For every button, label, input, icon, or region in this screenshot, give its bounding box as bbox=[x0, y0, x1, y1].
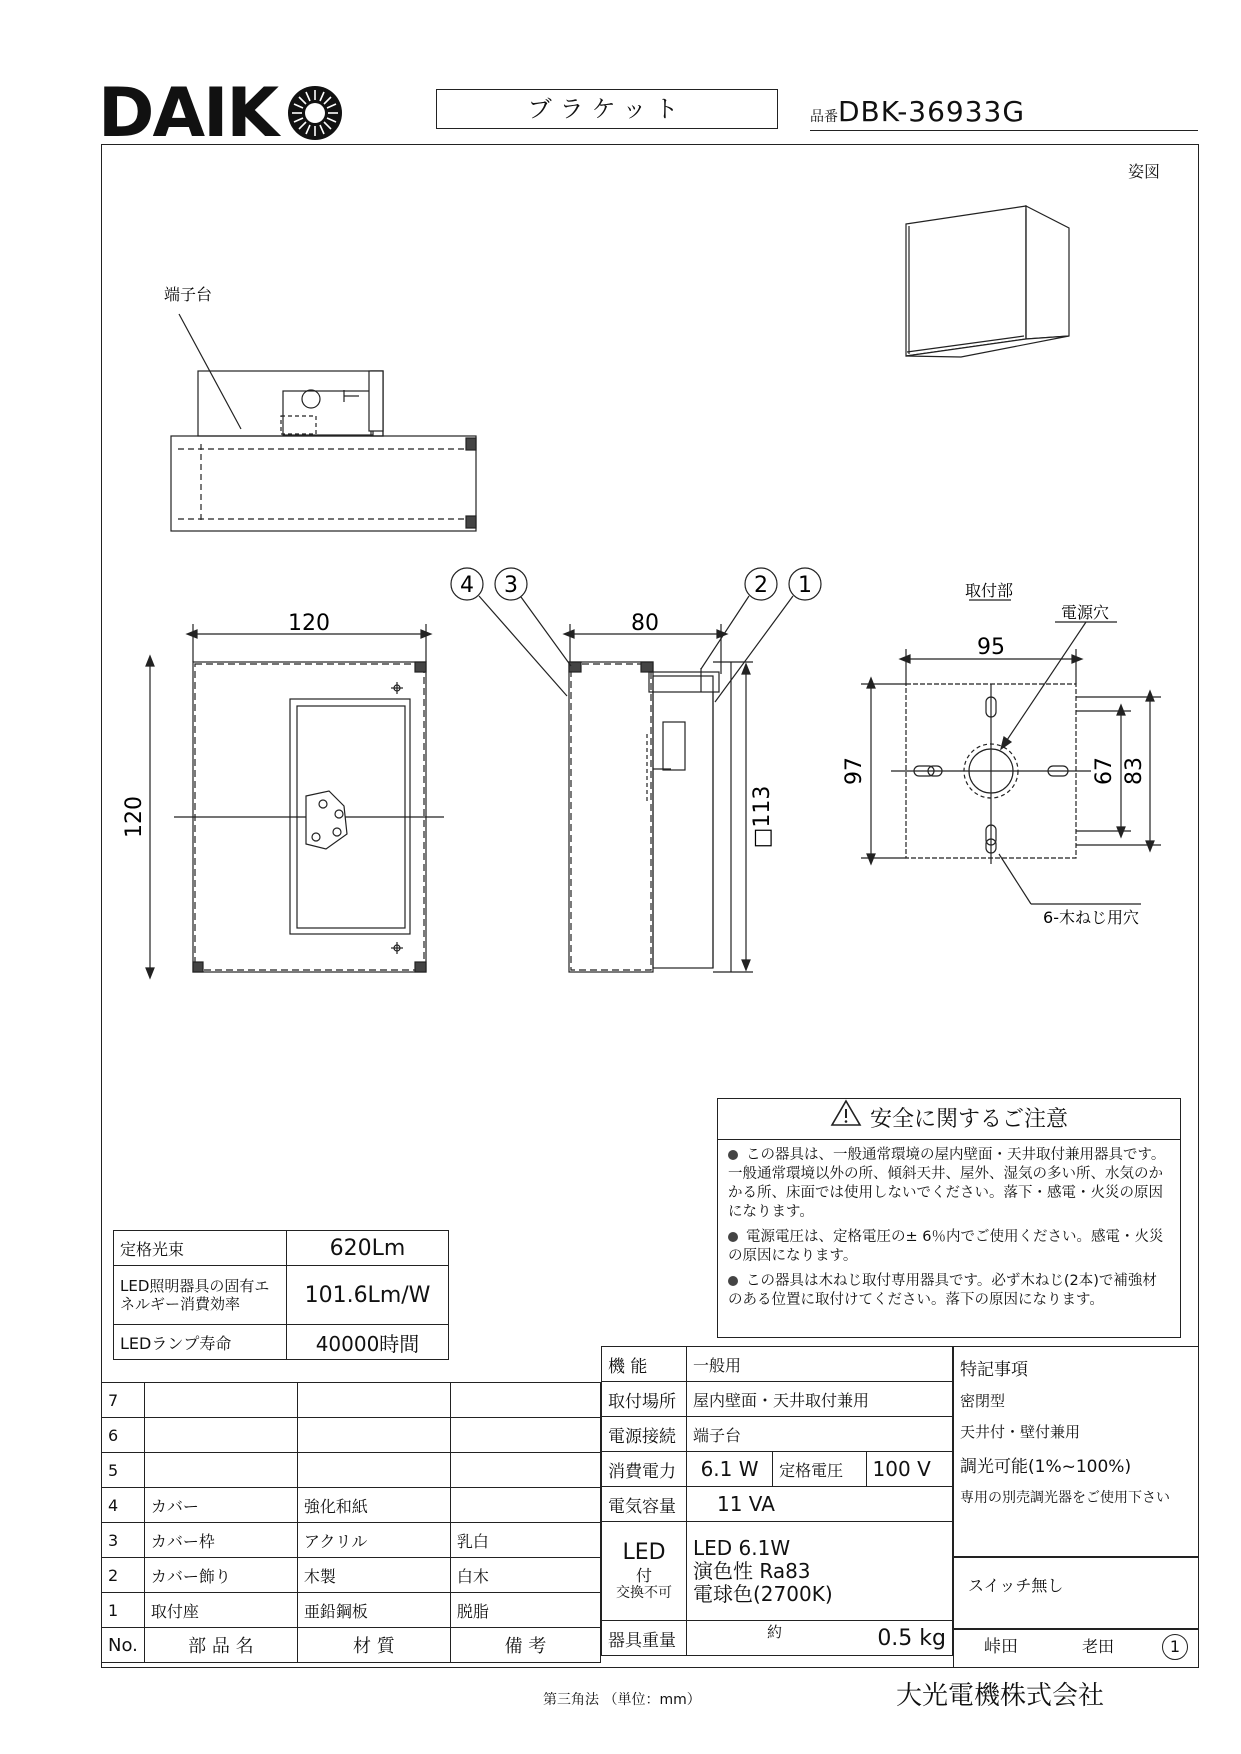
spec-label: LED照明器具の固有エネルギー消費効率 bbox=[114, 1266, 287, 1325]
bullet-icon bbox=[728, 1232, 738, 1242]
dim-height-front: 120 bbox=[122, 796, 147, 838]
switch-note: スイッチ無し bbox=[968, 1576, 1064, 1595]
side-view bbox=[564, 624, 753, 972]
dim-mount-width: 95 bbox=[977, 635, 1005, 660]
note-line: 天井付・壁付兼用 bbox=[960, 1423, 1081, 1441]
parts-header: No. 部 品 名 材 質 備 考 bbox=[102, 1628, 601, 1663]
top-view bbox=[171, 314, 476, 531]
signature-right: 老田 bbox=[1082, 1637, 1115, 1656]
signature-left: 峠田 bbox=[984, 1637, 1018, 1657]
revision-mark: 1 bbox=[1162, 1634, 1188, 1660]
warning-icon bbox=[830, 1099, 862, 1141]
parts-row: 6 bbox=[102, 1418, 601, 1453]
hinban-label: 品番 bbox=[810, 109, 838, 125]
technical-drawing bbox=[101, 144, 1197, 1064]
parts-row: 1 取付座 亜鉛鋼板 脱脂 bbox=[102, 1593, 601, 1628]
note-line: 調光可能(1%~100%) bbox=[960, 1457, 1132, 1477]
front-view bbox=[146, 624, 444, 978]
switch-box bbox=[953, 1556, 1199, 1630]
spec-row bbox=[114, 1325, 449, 1360]
note-line: 専用の別売調光器をご使用下さい bbox=[960, 1490, 1170, 1506]
note-line: 密閉型 bbox=[960, 1392, 1006, 1410]
parts-row: 4 カバー 強化和紙 bbox=[102, 1488, 601, 1523]
terminal-label: 端子台 bbox=[164, 285, 213, 304]
parts-row: 3 カバー枠 アクリル 乳白 bbox=[102, 1523, 601, 1558]
caution-title: 安全に関するご注意 bbox=[869, 1107, 1068, 1132]
screw-hole-label: 6-木ねじ用穴 bbox=[1043, 908, 1139, 927]
spec-label: 定格光束 bbox=[114, 1231, 287, 1266]
signature-box bbox=[953, 1628, 1199, 1668]
perspective-view bbox=[906, 206, 1069, 357]
dim-depth: 80 bbox=[631, 611, 659, 636]
product-type: ブラケット bbox=[436, 89, 778, 129]
parts-table bbox=[101, 1382, 601, 1663]
bullet-icon bbox=[728, 1150, 738, 1160]
parts-row: 2 カバー飾り 木製 白木 bbox=[102, 1558, 601, 1593]
dim-square: □113 bbox=[750, 785, 775, 849]
power-hole-label: 電源穴 bbox=[1060, 603, 1110, 622]
callout-1: 1 bbox=[798, 573, 812, 598]
brand-logo: DAIK bbox=[98, 74, 278, 153]
company-name: 大光電機株式会社 bbox=[896, 1681, 1105, 1711]
notes-box bbox=[953, 1346, 1199, 1558]
hinban-underline bbox=[810, 130, 1198, 131]
callout-2: 2 bbox=[754, 573, 768, 598]
logo-sun-icon bbox=[286, 84, 344, 142]
caution-item: この器具は木ねじ取付専用器具です。必ず木ねじ(2本)で補強材のある位置に取付けてください。落下の原因になります。 bbox=[728, 1273, 1157, 1308]
spec-row bbox=[114, 1266, 449, 1325]
hinban-number: DBK-36933G bbox=[838, 95, 1026, 128]
spec-value: 101.6Lm/W bbox=[287, 1266, 449, 1325]
spec-label: LEDランプ寿命 bbox=[114, 1325, 287, 1360]
callout-4: 4 bbox=[460, 573, 474, 598]
projection-note: 第三角法 （単位：mm） bbox=[543, 1692, 701, 1708]
dim-width-front: 120 bbox=[288, 611, 330, 636]
bullet-icon bbox=[728, 1276, 738, 1286]
parts-row: 5 bbox=[102, 1453, 601, 1488]
function-table: 機 能 一般用 取付場所 屋内壁面・天井取付兼用 電源接続 端子台 消費電力 6.1 W 定格電圧 100 V 電気容量 11 VA LED 付 交換不可 LED 6.1W 演色性 Ra83 電球色(2700K) 器具重量 約 0.5 kg bbox=[601, 1346, 953, 1656]
spec-row bbox=[114, 1231, 449, 1266]
caution-header bbox=[718, 1099, 1180, 1140]
spec-table bbox=[113, 1230, 449, 1360]
callout-3: 3 bbox=[504, 573, 518, 598]
spec-value: 40000時間 bbox=[287, 1325, 449, 1360]
mount-label: 取付部 bbox=[964, 581, 1014, 600]
caution-item: この器具は、一般通常環境の屋内壁面・天井取付兼用器具です。一般通常環境以外の所、傾斜天井、屋外、湿気の多い所、水気のかかる所、床面では使用しないでください。落下・感電・火災の原因になります。 bbox=[728, 1147, 1166, 1220]
dim-67: 67 bbox=[1092, 757, 1117, 785]
dim-83: 83 bbox=[1122, 757, 1147, 785]
dim-mount-height: 97 bbox=[842, 757, 867, 785]
caution-box bbox=[717, 1098, 1181, 1338]
spec-value: 620Lm bbox=[287, 1231, 449, 1266]
caution-item: 電源電圧は、定格電圧の± 6％内でご使用ください。感電・火災の原因になります。 bbox=[728, 1229, 1164, 1264]
parts-row: 7 bbox=[102, 1383, 601, 1418]
mount-view bbox=[861, 600, 1161, 904]
view-label: 姿図 bbox=[1128, 162, 1161, 181]
notes-title: 特記事項 bbox=[960, 1360, 1028, 1380]
hinban bbox=[810, 95, 1026, 128]
